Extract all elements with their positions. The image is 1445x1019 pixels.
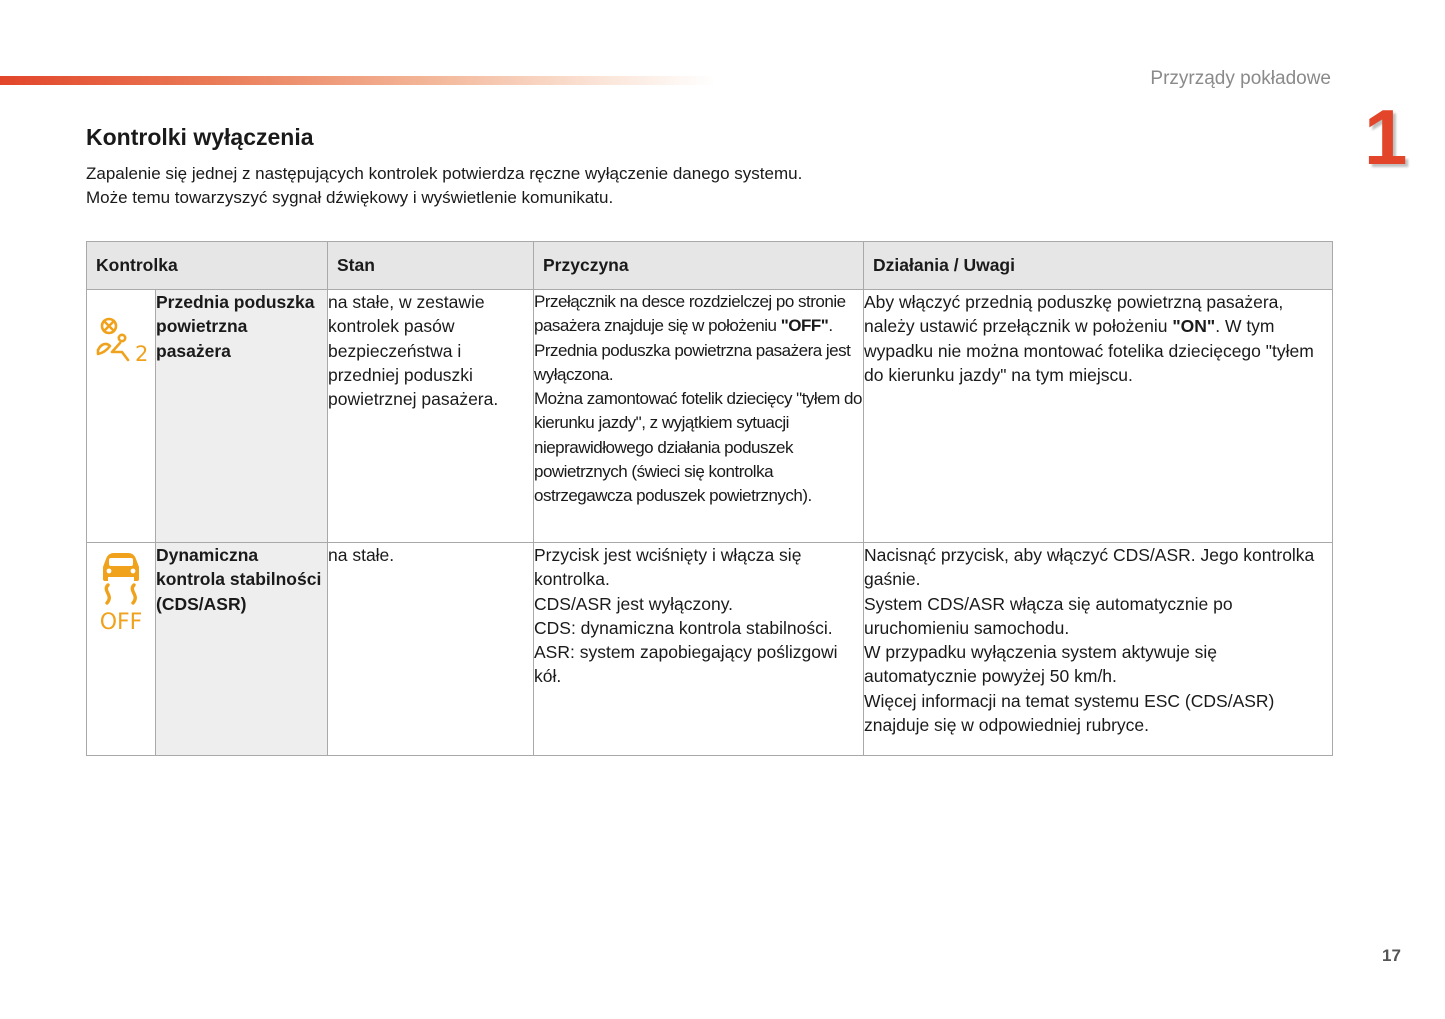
intro-line: Może temu towarzyszyć sygnał dźwiękowy i wyświetlenie komunikatu.	[86, 188, 614, 207]
cause-line	[534, 290, 863, 339]
lamp-actions	[864, 543, 1333, 756]
lamp-name: Dynamiczna kontrola stabilności (CDS/ASR)	[156, 543, 328, 756]
warning-lamps-table	[86, 241, 1333, 756]
lamp-cause	[534, 290, 864, 543]
page-number: 17	[1382, 946, 1401, 965]
cause-line: CDS/ASR jest wyłączony.	[534, 593, 734, 614]
lamp-icon-cell	[87, 543, 156, 756]
actions-line	[864, 290, 1332, 387]
stability-off-label: OFF	[99, 610, 143, 633]
page-title: Kontrolki wyłączenia	[86, 124, 314, 150]
col-header-lamp: Kontrolka	[87, 242, 328, 290]
col-header-cause: Przyczyna	[534, 242, 864, 290]
table-row	[87, 290, 1333, 543]
lamp-state: na stałe.	[328, 543, 534, 756]
stability-control-off-icon	[94, 549, 148, 633]
section-title: Przyrządy pokładowe	[1150, 68, 1331, 89]
lamp-cause	[534, 543, 864, 756]
actions-text: . W tym wypadku nie można montować fotelika dziecięcego "tyłem do kierunku jazdy" na tym miejscu.	[864, 316, 1314, 385]
intro-line: Zapalenie się jednej z następujących kontrolek potwierdza ręczne wyłączenie danego systemu.	[86, 164, 803, 183]
col-header-actions: Działania / Uwagi	[864, 242, 1333, 290]
intro-text	[86, 162, 802, 210]
cause-text: .	[828, 316, 833, 336]
cause-line: ASR: system zapobiegający poślizgowi kół.	[534, 642, 838, 687]
cause-text: Przełącznik na desce rozdzielczej po stronie pasażera znajduje się w położeniu	[534, 292, 846, 336]
cause-bold: "OFF"	[780, 316, 829, 336]
chapter-number: 1	[1364, 93, 1408, 181]
cause-line: Przednia poduszka powietrzna pasażera jest wyłączona.	[534, 340, 851, 384]
actions-line: Więcej informacji na temat systemu ESC (CDS/ASR) znajduje się w odpowiedniej rubryce.	[864, 690, 1275, 736]
actions-line: System CDS/ASR włącza się automatycznie po uruchomieniu samochodu.	[864, 593, 1233, 638]
cause-line: Można zamontować fotelik dziecięcy "tyłem do kierunku jazdy", z wyjątkiem sytuacji nieprawidłowego działania poduszek powietrznych (świeci się kontrolka ostrzegawcza poduszek powietrznych).	[534, 389, 862, 506]
table-row	[87, 543, 1333, 756]
actions-line: Nacisnąć przycisk, aby włączyć CDS/ASR. Jego kontrolka gaśnie.	[864, 545, 1315, 590]
lamp-state: na stałe, w zestawie kontrolek pasów bezpieczeństwa i przedniej poduszki powietrznej pasażera.	[328, 290, 534, 543]
cause-line: CDS: dynamiczna kontrola stabilności.	[534, 617, 833, 638]
actions-text: Aby włączyć przednią poduszkę powietrzną pasażera, należy ustawić przełącznik w położeniu	[864, 292, 1284, 337]
actions-line: W przypadku wyłączenia system aktywuje się automatycznie powyżej 50 km/h.	[864, 642, 1218, 687]
passenger-airbag-off-icon	[94, 316, 148, 364]
lamp-icon-cell	[87, 290, 156, 543]
header-accent-bar	[0, 76, 715, 85]
lamp-actions	[864, 290, 1333, 543]
actions-bold: "ON"	[1172, 316, 1216, 337]
table-header-row	[87, 242, 1333, 290]
cause-line: Przycisk jest wciśnięty i włącza się kontrolka.	[534, 545, 802, 590]
lamp-name: Przednia poduszka powietrzna pasażera	[156, 290, 328, 543]
col-header-state: Stan	[328, 242, 534, 290]
svg-text:2: 2	[135, 342, 148, 364]
